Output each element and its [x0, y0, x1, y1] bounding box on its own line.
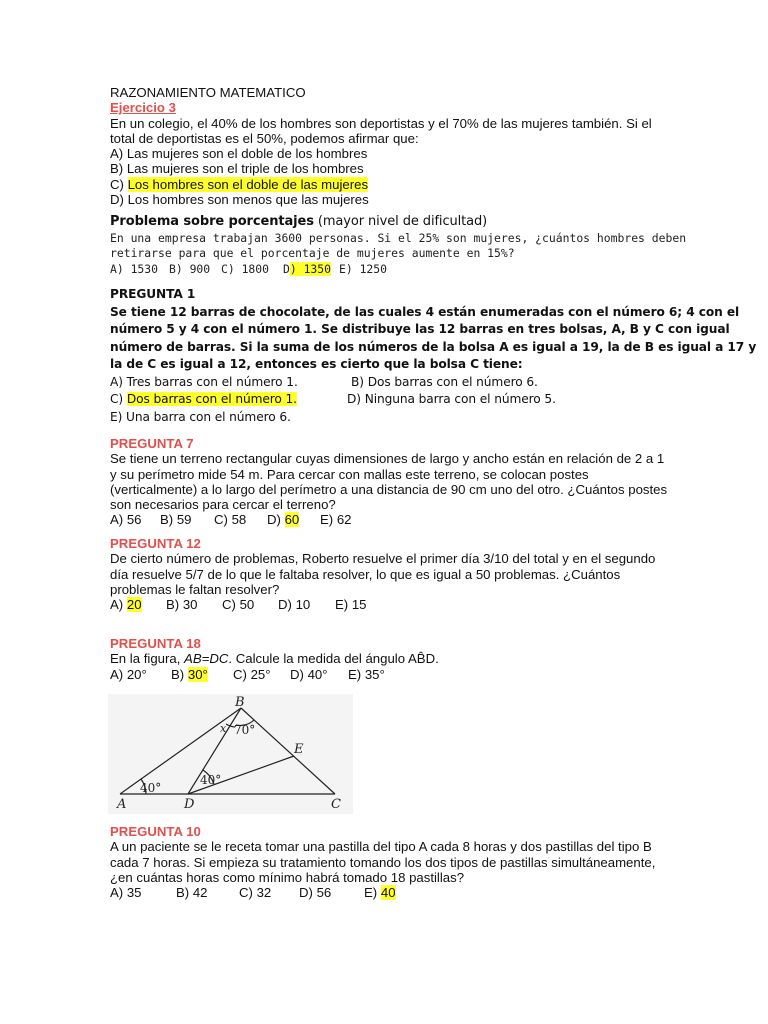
options-row	[110, 262, 670, 278]
pregunta-18-block	[110, 636, 670, 683]
question-line: día resuelve 5/7 de lo que le faltaba resolver, lo que es igual a 50 problemas. ¿Cuántos	[110, 566, 621, 582]
option-b	[171, 667, 208, 682]
option-b: B) 30	[166, 597, 198, 613]
triangle-diagram	[108, 694, 353, 814]
label-D: D	[184, 797, 195, 812]
option-a: A) Las mujeres son el doble de los hombres	[110, 146, 368, 162]
option-prefix: E)	[364, 885, 381, 901]
pregunta-10-heading: PREGUNTA 10	[110, 824, 201, 839]
options-row	[110, 597, 670, 613]
option-d: D) 40°	[290, 666, 328, 682]
question-line: son necesarios para cercar el terreno?	[110, 497, 336, 513]
side-BC	[241, 708, 335, 794]
highlighted-answer: 30°	[187, 666, 208, 682]
highlighted-answer: 40	[380, 885, 396, 901]
question-line	[110, 651, 670, 666]
option-e: E) 35°	[348, 666, 385, 682]
option-b: B) 42	[176, 885, 208, 901]
label-70: 70°	[234, 723, 256, 737]
question-line: número 5 y 4 con el número 1. Se distribuye las 12 barras en tres bolsas, A, B y C con igual	[110, 322, 730, 336]
label-40-A: 40°	[140, 781, 162, 795]
porcentajes-heading	[110, 213, 670, 231]
question-line: cada 7 horas. Si empieza su tratamiento tomando los dos tipos de pastillas simultáneamente,	[110, 854, 656, 870]
question-line: De cierto número de problemas, Roberto resuelve el primer día 3/10 del total y en el segundo	[110, 551, 656, 567]
highlighted-answer: Dos barras con el número 1.	[126, 392, 297, 406]
option-prefix: A)	[110, 597, 127, 613]
pregunta-7-block	[110, 436, 670, 528]
highlighted-answer: Los hombres son el doble de las mujeres	[127, 176, 369, 192]
question-line: problemas le faltan resolver?	[110, 581, 280, 597]
options-row	[110, 667, 670, 683]
question-line: la de C es igual a 12, entonces es cierto que la bolsa C tiene:	[110, 357, 523, 371]
option-e: E) 1250	[339, 261, 388, 276]
text-part: En la figura,	[110, 651, 185, 667]
option-a	[110, 597, 142, 612]
option-a: A) 35	[110, 885, 142, 901]
pregunta-18-heading: PREGUNTA 18	[110, 636, 201, 651]
label-40-D: 40°	[200, 773, 222, 787]
options-row	[110, 374, 670, 392]
option-c	[110, 177, 670, 192]
ejercicio-3-block	[110, 85, 670, 207]
option-b: B) Las mujeres son el triple de los hombres	[110, 161, 364, 177]
option-d: D) 10	[278, 597, 311, 613]
porcentajes-block	[110, 213, 687, 278]
options-row	[110, 885, 670, 901]
question-line: En una empresa trabajan 3600 personas. Si el 25% son mujeres, ¿cuántos hombres deben	[110, 230, 687, 245]
option-b: B) Dos barras con el número 6.	[351, 374, 538, 389]
option-d: D) 56	[299, 885, 332, 901]
option-c: C) 58	[214, 512, 247, 528]
text-part: . Calcule la medida del ángulo AB̂D.	[228, 651, 439, 667]
option-prefix: C)	[110, 176, 128, 192]
option-c: C) 50	[222, 597, 255, 613]
label-E: E	[294, 742, 304, 757]
option-e: E) Una barra con el número 6.	[110, 409, 291, 424]
option-prefix: D)	[267, 512, 285, 528]
option-c: C) 32	[239, 885, 272, 901]
option-prefix: D	[283, 261, 290, 276]
option-e	[364, 885, 396, 900]
pregunta-12-heading: PREGUNTA 12	[110, 536, 201, 551]
option-e: E) 62	[320, 512, 352, 528]
page-title: RAZONAMIENTO MATEMATICO	[110, 85, 306, 100]
option-a: A) 56	[110, 512, 142, 528]
segment-equality: AB=DC	[184, 651, 229, 667]
option-c	[110, 391, 297, 409]
option-c: C) 25°	[233, 666, 271, 682]
option-prefix: B)	[171, 666, 188, 682]
label-A: A	[117, 797, 127, 812]
pregunta-7-heading: PREGUNTA 7	[110, 436, 194, 451]
pregunta-1-heading: PREGUNTA 1	[110, 287, 196, 301]
question-line: En un colegio, el 40% de los hombres son deportistas y el 70% de las mujeres también. Si el	[110, 115, 652, 131]
option-c: C) 1800	[221, 261, 270, 276]
pregunta-1-block	[110, 286, 757, 426]
question-line: retirarse para que el porcentaje de mujeres aumente en 15%?	[110, 246, 515, 260]
label-C: C	[331, 797, 341, 812]
option-d: D) Ninguna barra con el número 5.	[347, 392, 556, 406]
option-a: A) 20°	[110, 666, 147, 682]
highlighted-answer: 20	[126, 597, 142, 613]
heading-bold: Problema sobre porcentajes	[110, 214, 314, 229]
question-line: (verticalmente) a lo largo del perímetro a una distancia de 90 cm uno del otro. ¿Cuántos postes	[110, 481, 668, 497]
ejercicio-3-heading: Ejercicio 3	[110, 100, 176, 116]
highlighted-answer: ) 1350	[289, 261, 332, 276]
option-b: B) 59	[160, 512, 192, 528]
options-row	[110, 512, 670, 528]
option-prefix: C)	[110, 392, 127, 406]
option-e: E) 15	[335, 597, 367, 613]
question-line: Se tiene 12 barras de chocolate, de las cuales 4 están enumeradas con el número 6; 4 con el	[110, 304, 740, 319]
heading-rest: (mayor nivel de dificultad)	[313, 214, 488, 229]
question-line: Se tiene un terreno rectangular cuyas dimensiones de largo y ancho están en relación de 2 a 1	[110, 451, 665, 467]
triangle-figure	[108, 694, 353, 814]
question-line: ¿en cuántas horas como mínimo habrá tomado 18 pastillas?	[110, 869, 465, 885]
option-d	[283, 262, 331, 278]
option-d	[267, 512, 299, 527]
label-B: B	[235, 695, 245, 710]
option-b: B) 900	[169, 261, 211, 276]
question-line: A un paciente se le receta tomar una pastilla del tipo A cada 8 horas y dos pastillas del tipo B	[110, 839, 652, 855]
pregunta-10-block	[110, 824, 670, 901]
options-row	[110, 391, 670, 409]
question-line: total de deportistas es el 50%, podemos afirmar que:	[110, 130, 419, 146]
label-x: x	[220, 722, 227, 735]
option-a: A) Tres barras con el número 1.	[110, 374, 298, 389]
pregunta-12-block	[110, 536, 670, 613]
question-line: y su perímetro mide 54 m. Para cercar con mallas este terreno, se colocan postes	[110, 466, 589, 482]
highlighted-answer: 60	[284, 512, 300, 528]
option-d: D) Los hombres son menos que las mujeres	[110, 192, 369, 208]
question-line: número de barras. Si la suma de los números de la bolsa A es igual a 19, la de B es igual a 17 y	[110, 339, 757, 354]
option-a: A) 1530	[110, 261, 159, 276]
